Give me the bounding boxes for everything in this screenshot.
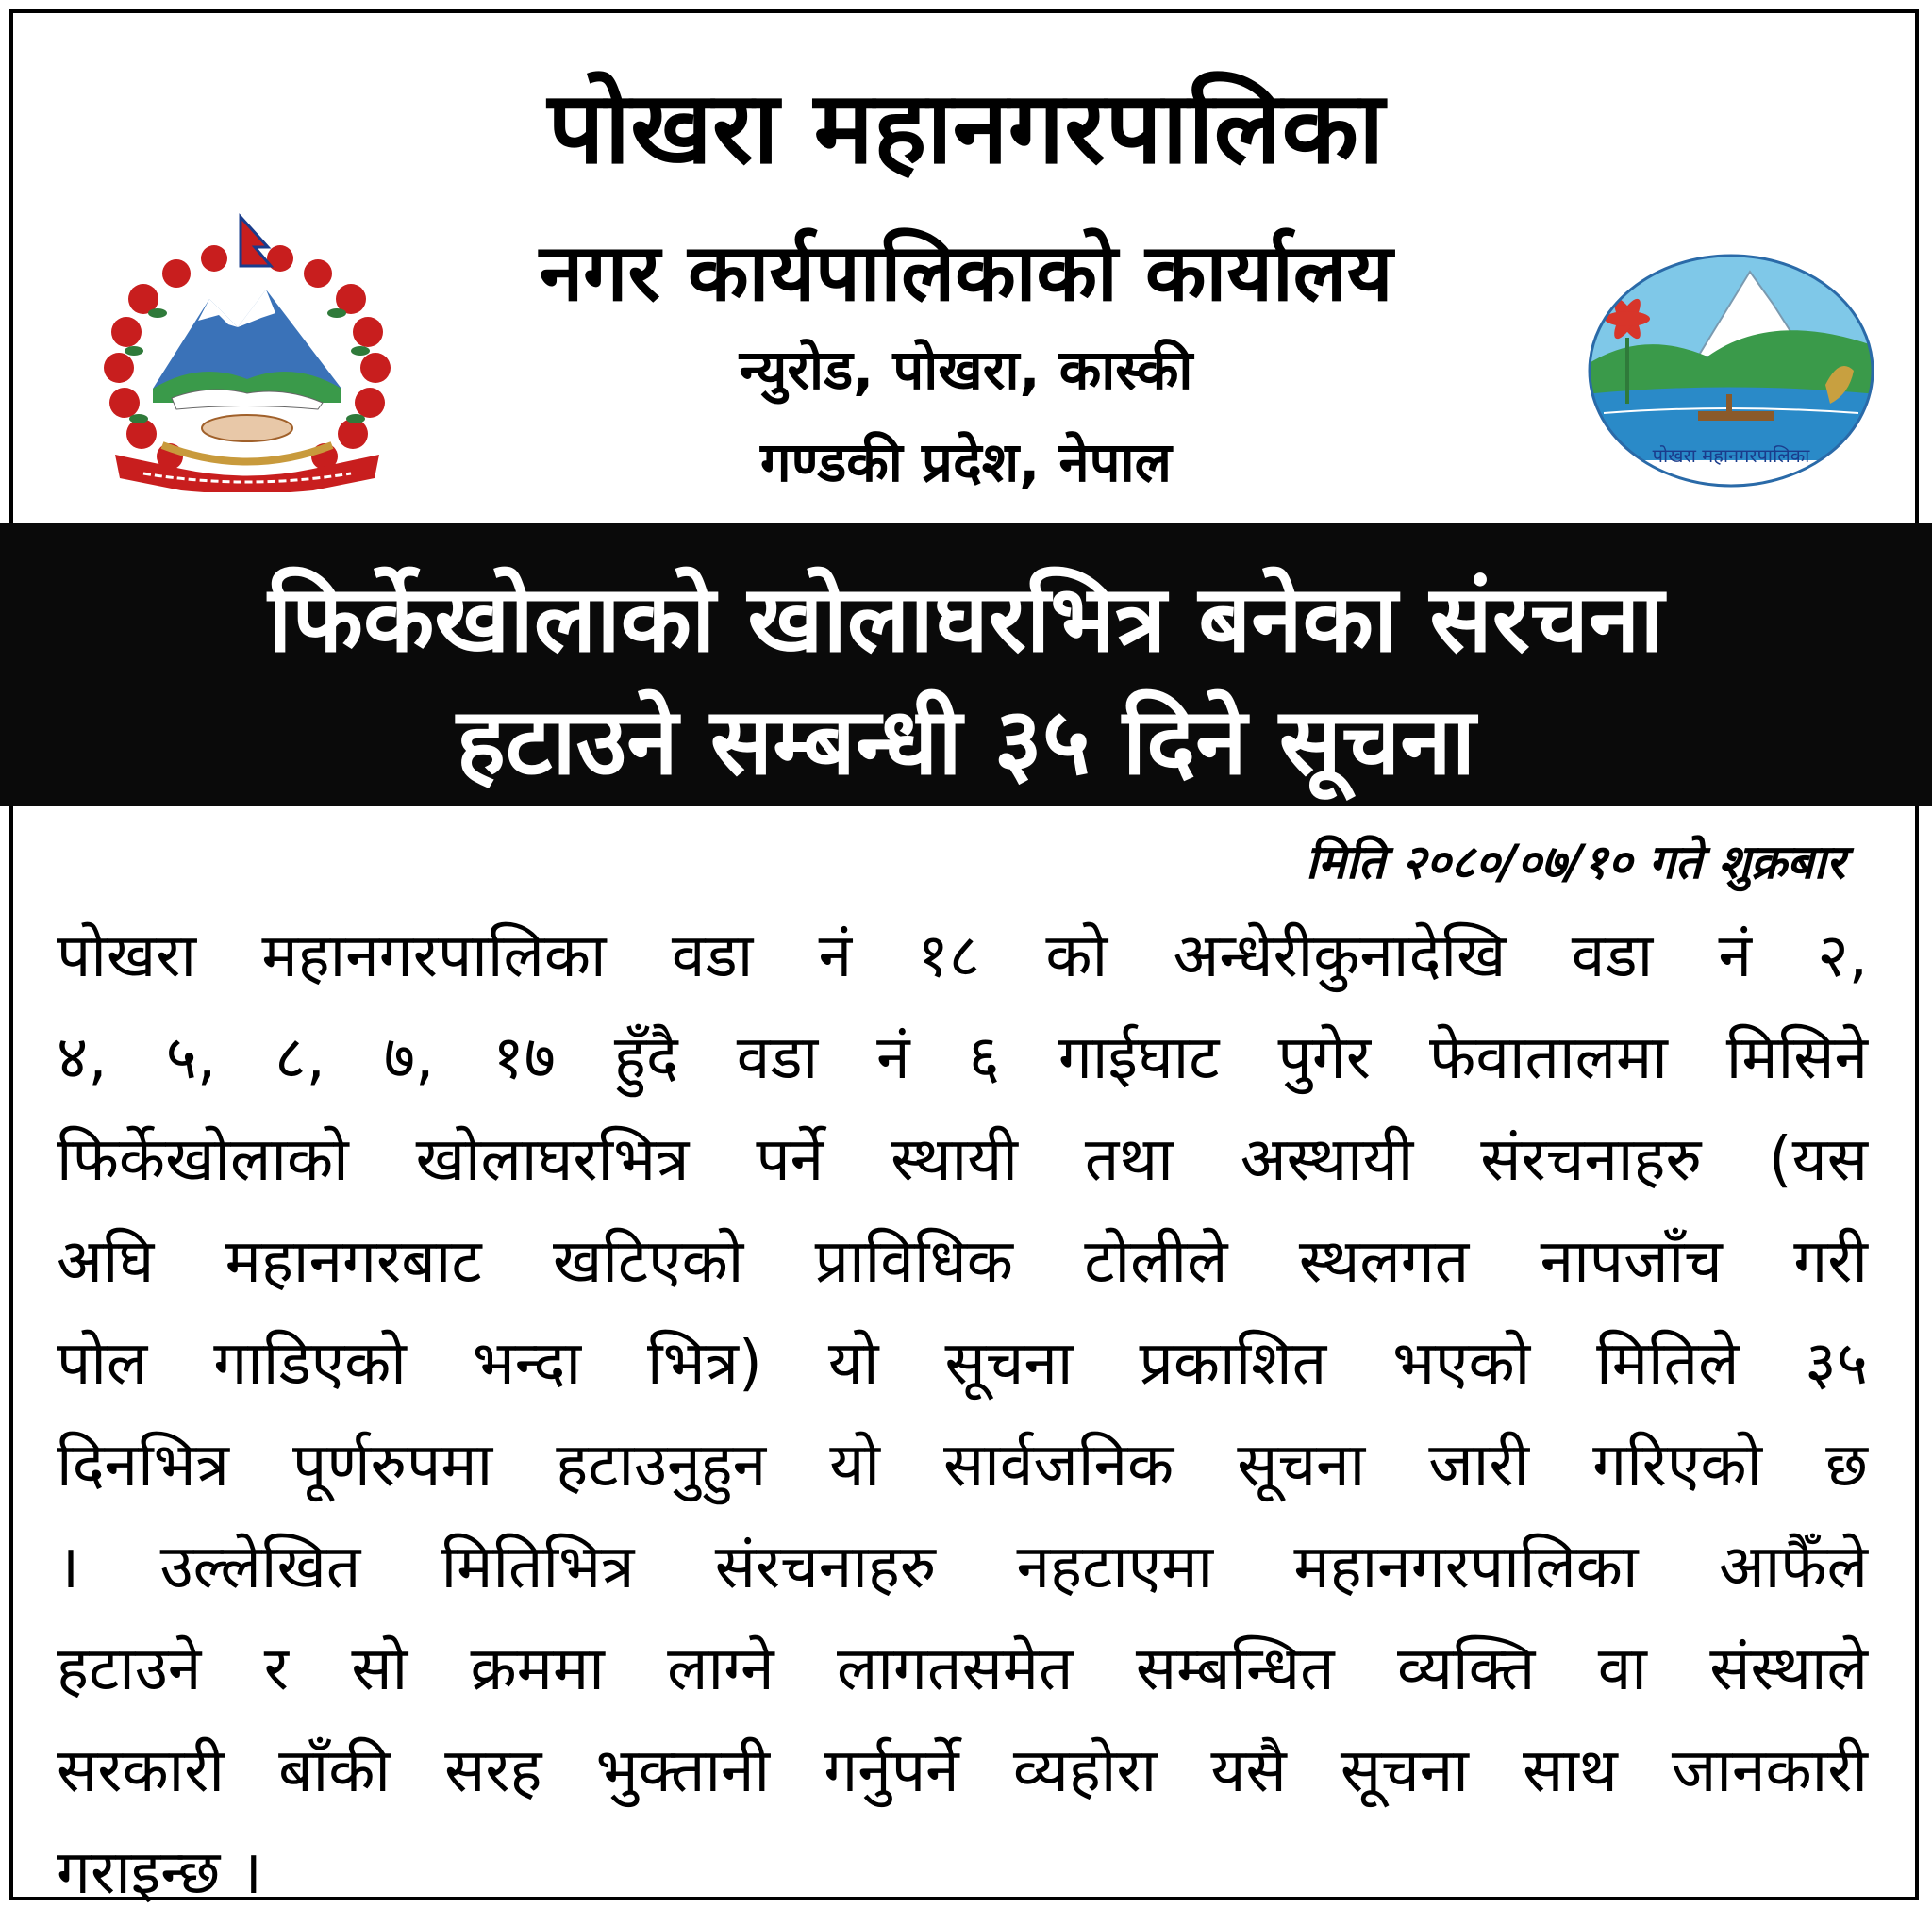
logo-caption: पोखरा महानगरपालिका <box>1652 444 1810 467</box>
notice-title-line-1: फिर्केखोलाको खोलाघरभित्र बनेका संरचना <box>268 566 1664 673</box>
body-line: हटाउने र सो क्रममा लाग्ने लागतसमेत सम्बन्धित व्यक्ति वा संस्थाले <box>57 1634 1868 1704</box>
body-line: फिर्केखोलाको खोलाघरभित्र पर्ने स्थायी तथा अस्थायी संरचनाहरु (यस <box>57 1125 1868 1195</box>
body-line: ४, ५, ८, ७, १७ हुँदै वडा नं ६ गाईघाट पुगेर फेवातालमा मिसिने <box>57 1023 1868 1093</box>
body-line: गराइन्छ । <box>57 1838 262 1908</box>
body-line: अघि महानगरबाट खटिएको प्राविधिक टोलीले स्थलगत नापजाँच गरी <box>57 1227 1868 1297</box>
org-name: पोखरा महानगरपालिका <box>547 70 1385 186</box>
notice-body <box>57 905 1868 1924</box>
pokhara-metropolitan-logo-icon <box>1585 253 1877 500</box>
nepal-government-emblem-icon <box>87 209 408 492</box>
body-line: । उल्लेखित मितिभित्र संरचनाहरु नहटाएमा महानगरपालिका आफैँले <box>57 1533 1868 1602</box>
notice-header <box>0 0 1932 523</box>
body-line: दिनभित्र पूर्णरुपमा हटाउनुहुन यो सार्वजनिक सूचना जारी गरिएको छ <box>57 1431 1868 1501</box>
notice-title-line-2: हटाउने सम्बन्धी ३५ दिने सूचना <box>456 688 1476 796</box>
office-province: गण्डकी प्रदेश, नेपाल <box>760 430 1172 494</box>
body-line: पोखरा महानगरपालिका वडा नं १८ को अन्धेरीकुनादेखि वडा नं २, <box>57 921 1868 991</box>
notice-title-band <box>0 523 1932 806</box>
office-name: नगर कार्यपालिकाको कार्यालय <box>539 226 1393 319</box>
body-line: सरकारी बाँकी सरह भुक्तानी गर्नुपर्ने व्यहोरा यसै सूचना साथ जानकारी <box>57 1736 1868 1806</box>
office-address: न्युरोड, पोखरा, कास्की <box>739 338 1193 402</box>
notice-date: मिति २०८०/०७/१० गते शुक्रबार <box>1305 835 1845 889</box>
body-line: पोल गाडिएको भन्दा भित्र) यो सूचना प्रकाशित भएको मितिले ३५ <box>57 1329 1868 1399</box>
